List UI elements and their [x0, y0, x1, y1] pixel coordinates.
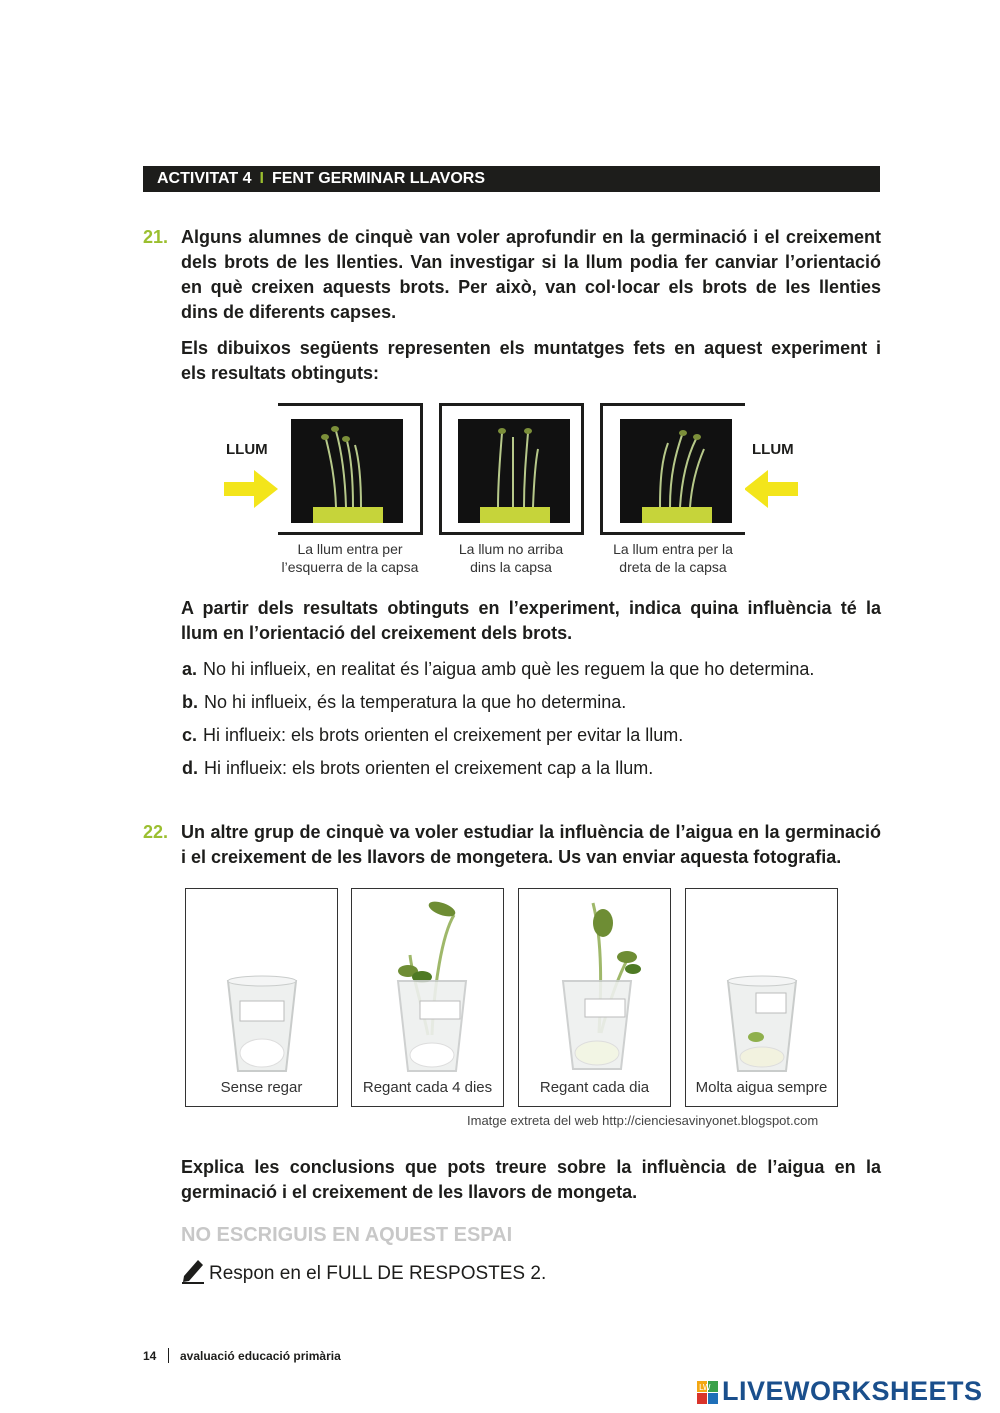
cup-tall-plant-icon	[382, 895, 482, 1075]
q21-question-line: A partir dels resultats obtinguts en l’experiment, indica quina influència té la	[181, 598, 881, 618]
photo-every-day	[518, 888, 671, 1107]
photo-caption: Molta aigua sempre	[695, 1079, 828, 1096]
q21-intro-line: els resultats obtinguts:	[181, 363, 380, 383]
caption-line: La llum no arriba	[458, 541, 564, 557]
q21-question-line: llum en l’orientació del creixement dels brots.	[181, 623, 573, 643]
option-letter: d.	[182, 758, 198, 778]
footer-divider	[168, 1348, 169, 1363]
photo-every-4-days	[351, 888, 504, 1107]
activity-number: ACTIVITAT 4	[157, 170, 252, 187]
caption-line: La llum entra per la	[613, 541, 733, 557]
activity-header	[143, 166, 880, 192]
liveworksheets-watermark: LIVEWORKSHEETS	[722, 1376, 983, 1406]
footer-text: avaluació educació primària	[180, 1349, 341, 1363]
photo-caption: Regant cada dia	[539, 1079, 650, 1096]
light-arrow-right-icon	[224, 470, 280, 508]
option-a[interactable]	[182, 657, 814, 681]
caption-line: l’esquerra de la capsa	[281, 559, 419, 575]
answer-sheet-instruction: Respon en el FULL DE RESPOSTES 2.	[209, 1263, 547, 1284]
question-22-number: 22.	[143, 822, 169, 842]
box-photo	[291, 419, 403, 523]
cup-leafy-plant-icon	[547, 893, 647, 1075]
cup-cotton-icon	[222, 975, 302, 1075]
box-light-right	[600, 403, 745, 535]
caption-box-3	[593, 540, 753, 576]
caption-line: La llum entra per	[297, 541, 403, 557]
sprouts-leaning-right-icon	[620, 419, 732, 523]
q21-line: en què creixen aquests brots. Per això, van col·locar els brots de les llenties	[181, 277, 881, 297]
q22-question	[181, 1155, 881, 1205]
liveworksheets-logo	[697, 1381, 719, 1405]
box-photo	[620, 419, 732, 523]
photo-no-water	[185, 888, 338, 1107]
image-source-note: Imatge extreta del web http://ciencies​avinyonet.blogspot.com	[467, 1113, 819, 1128]
option-b[interactable]	[182, 690, 626, 714]
caption-line: dins la capsa	[470, 559, 552, 575]
q21-line: dins de diferents capses.	[181, 302, 397, 322]
box-photo	[458, 419, 570, 523]
lw-logo-icon	[697, 1381, 719, 1405]
box-light-left	[278, 403, 423, 535]
photo-always-water	[685, 888, 838, 1107]
option-d[interactable]	[182, 756, 653, 780]
option-text: Hi influeix: els brots orienten el creixement cap a la llum.	[204, 758, 654, 778]
light-label-left: LLUM	[226, 441, 268, 458]
option-letter: a.	[182, 659, 198, 679]
q21-question	[181, 596, 881, 646]
caption-box-2	[431, 540, 591, 576]
photo-caption: Regant cada 4 dies	[362, 1079, 493, 1096]
cup-small-sprout-icon	[722, 975, 802, 1075]
light-label-right: LLUM	[752, 441, 794, 458]
page-number: 14	[143, 1349, 157, 1363]
question-21-number: 21.	[143, 227, 169, 247]
option-letter: c.	[182, 725, 198, 745]
sprouts-leaning-left-icon	[291, 419, 403, 523]
option-text: No hi influeix, és la temperatura la que ho determina.	[204, 692, 627, 712]
caption-box-1	[270, 540, 430, 576]
option-text: No hi influeix, en realitat és l’aigua amb què les reguem la que ho determina.	[203, 659, 815, 679]
activity-title: FENT GERMINAR LLAVORS	[271, 170, 485, 187]
question-21-text	[181, 225, 881, 325]
option-text: Hi influeix: els brots orienten el creixement per evitar la llum.	[203, 725, 684, 745]
q22-line: Un altre grup de cinquè va voler estudiar la influència de l’aigua en la germinació	[181, 822, 881, 842]
logo-letter: LW	[699, 1383, 711, 1392]
q21-intro	[181, 336, 881, 386]
photo-caption: Sense regar	[220, 1079, 303, 1096]
q21-line: dels brots de les llenties. Van investigar si la llum podia fer canviar l’orientació	[181, 252, 881, 272]
option-letter: b.	[182, 692, 198, 712]
header-separator: I	[259, 170, 264, 187]
no-write-notice: NO ESCRIGUIS EN AQUEST ESPAI	[181, 1224, 513, 1246]
box-no-light	[439, 403, 584, 535]
caption-line: dreta de la capsa	[619, 559, 727, 575]
light-arrow-left-icon	[742, 470, 798, 508]
q22-question-line: germinació i el creixement de les llavors de mongeta.	[181, 1182, 638, 1202]
q21-line: Alguns alumnes de cinquè van voler aprofundir en la germinació i el creixement	[181, 227, 881, 247]
option-c[interactable]	[182, 723, 683, 747]
q21-intro-line: Els dibuixos següents representen els muntatges fets en aquest experiment i	[181, 338, 881, 358]
sprouts-straight-icon	[458, 419, 570, 523]
question-22-text	[181, 820, 881, 870]
q22-question-line: Explica les conclusions que pots treure sobre la influència de l’aigua en la	[181, 1157, 881, 1177]
q22-line: i el creixement de les llavors de mongetera. Us van enviar aquesta fotografia.	[181, 847, 842, 867]
pencil-icon	[180, 1256, 206, 1284]
